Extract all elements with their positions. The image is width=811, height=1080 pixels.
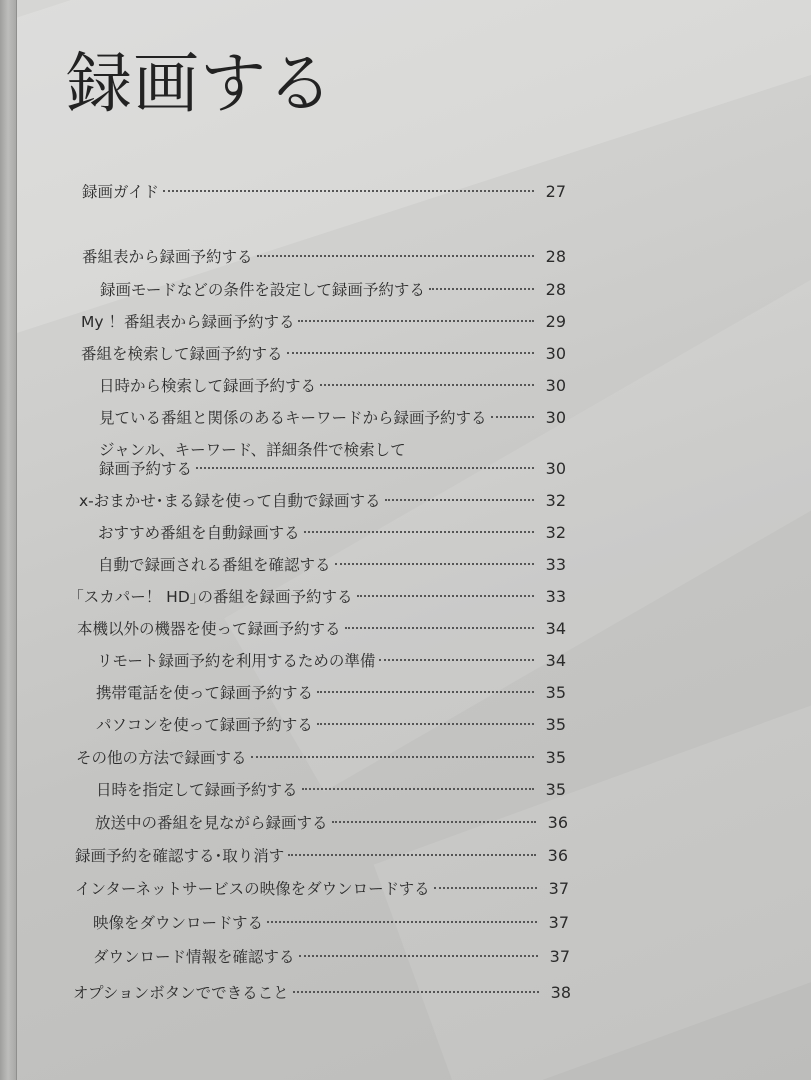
toc-entry[interactable] (95, 812, 568, 834)
toc-entry-label: 本機以外の機器を使って録画予約する (77, 620, 341, 638)
page-title: 録画する (66, 45, 334, 122)
leader-dots (299, 955, 538, 957)
leader-dots (357, 595, 534, 597)
toc-entry-label: インターネットサービスの映像をダウンロードする (75, 880, 430, 898)
leader-dots (251, 756, 534, 758)
toc-entry[interactable] (99, 407, 566, 429)
toc-entry-label: 携帯電話を使って録画予約する (96, 684, 314, 702)
toc-entry[interactable] (73, 982, 571, 1004)
toc-entry-label: 録画予約を確認する･取り消す (75, 847, 285, 865)
toc-entry[interactable] (98, 522, 566, 544)
toc-page-number: 33 (545, 555, 566, 574)
toc-page-number: 35 (545, 748, 566, 767)
toc-entry-label: 番組表から録画予約する (82, 248, 253, 266)
toc-page-number: 37 (548, 879, 569, 898)
toc-entry-label: x-おまかせ･まる録を使って自動で録画する (79, 492, 381, 510)
leader-dots (304, 531, 534, 533)
toc-entry[interactable] (98, 554, 566, 576)
toc-entry[interactable] (79, 490, 566, 512)
toc-entry-label: その他の方法で録画する (76, 749, 247, 767)
toc-page-number: 30 (545, 459, 566, 478)
toc-entry-label: おすすめ番組を自動録画する (98, 524, 300, 542)
toc-entry[interactable] (96, 714, 566, 736)
toc-entry-label: 録画ガイド (82, 183, 160, 201)
toc-page-number: 29 (545, 312, 566, 331)
toc-entry[interactable] (82, 181, 566, 203)
leader-dots (332, 821, 536, 823)
leader-dots (267, 921, 537, 923)
toc-entry-label: ｢スカパー！ HD｣の番組を録画予約する (76, 588, 353, 606)
toc-entry[interactable] (75, 845, 568, 867)
leader-dots (320, 384, 534, 386)
toc-entry-label: 番組を検索して録画予約する (81, 345, 283, 363)
leader-dots (317, 723, 534, 725)
toc-page-number: 32 (545, 491, 566, 510)
toc-entry-label: 録画モードなどの条件を設定して録画予約する (100, 281, 425, 299)
leader-dots (302, 788, 534, 790)
toc-entry[interactable] (77, 618, 566, 640)
toc-entry[interactable] (75, 878, 569, 900)
leader-dots (434, 887, 537, 889)
toc-entry[interactable] (99, 458, 566, 480)
toc-entry-label: My ！番組表から録画予約する (81, 313, 295, 331)
leader-dots (257, 255, 534, 257)
toc-entry[interactable] (97, 650, 566, 672)
toc-entry-label: 日時を指定して録画予約する (96, 781, 298, 799)
toc-entry[interactable] (93, 946, 570, 968)
toc-page-number: 34 (545, 619, 566, 638)
toc-page-number: 30 (545, 376, 566, 395)
toc-page-number: 30 (545, 408, 566, 427)
toc-entry-label: 見ている番組と関係のあるキーワードから録画予約する (99, 409, 487, 427)
toc-page-number: 35 (545, 715, 566, 734)
toc-entry[interactable] (96, 779, 566, 801)
toc-entry[interactable] (76, 747, 566, 769)
toc-entry-label: ダウンロード情報を確認する (93, 948, 295, 966)
toc-entry[interactable] (99, 375, 566, 397)
toc-page-number: 32 (545, 523, 566, 542)
toc-entry[interactable] (81, 311, 566, 333)
toc-page-number: 34 (545, 651, 566, 670)
toc-page-number: 35 (545, 683, 566, 702)
toc-entry[interactable] (76, 586, 566, 608)
toc-entry[interactable] (81, 343, 566, 365)
toc-page-number: 30 (545, 344, 566, 363)
leader-dots (287, 352, 534, 354)
toc-entry-label: 映像をダウンロードする (93, 914, 264, 932)
toc-entry-label: 日時から検索して録画予約する (99, 377, 317, 395)
leader-dots (196, 467, 534, 469)
toc-entry-label: 録画予約する (99, 460, 193, 478)
toc-entry-label: 自動で録画される番組を確認する (98, 556, 331, 574)
toc-entry[interactable] (93, 912, 569, 934)
toc-page-number: 35 (545, 780, 566, 799)
toc-page-number: 37 (548, 913, 569, 932)
toc-page-number: 28 (545, 280, 566, 299)
leader-dots (379, 659, 534, 661)
leader-dots (429, 288, 534, 290)
toc-page-number: 28 (545, 247, 566, 266)
toc-entry[interactable] (82, 246, 566, 268)
toc-entry-label: パソコンを使って録画予約する (96, 716, 313, 734)
toc-page-number: 37 (549, 947, 570, 966)
toc-page-number: 33 (545, 587, 566, 606)
toc-entry[interactable] (100, 279, 566, 301)
toc-page-number: 36 (547, 813, 568, 832)
toc-page-number: 38 (550, 983, 571, 1002)
toc-page-number: 36 (547, 846, 568, 865)
leader-dots (345, 627, 534, 629)
toc-entry[interactable] (96, 682, 566, 704)
leader-dots (385, 499, 534, 501)
leader-dots (491, 416, 534, 418)
toc-entry-label: オプションボタンでできること (73, 984, 289, 1002)
leader-dots (298, 320, 534, 322)
leader-dots (288, 854, 536, 856)
toc-entry-label: 放送中の番組を見ながら録画する (95, 814, 328, 832)
toc-entry-label-line1: ジャンル、キーワード、詳細条件で検索して (99, 441, 406, 459)
toc-page-number: 27 (545, 182, 566, 201)
leader-dots (163, 190, 534, 192)
leader-dots (317, 691, 534, 693)
leader-dots (335, 563, 534, 565)
toc-entry-label: リモート録画予約を利用するための準備 (97, 652, 376, 670)
leader-dots (293, 991, 539, 993)
